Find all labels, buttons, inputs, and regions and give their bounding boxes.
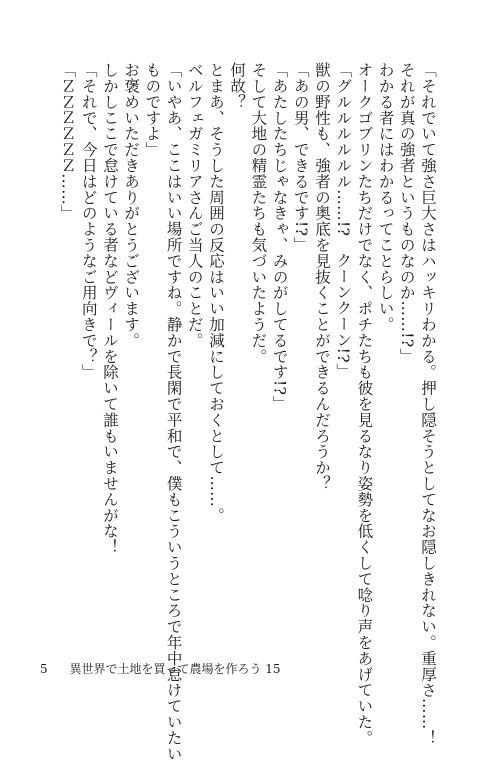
text-line: 「いやあ、ここはいい場所ですね。静かで長閑で平和で、僕もこういうところで年中怠けていたい (164, 62, 183, 762)
text-line: とまあ、そうした周囲の反応はいい加減にしておくとして……。 (206, 62, 225, 524)
text-line: 獣の野性も、強者の奥底を見抜くことができるんだろうか？ (312, 62, 331, 492)
text-line: お褒めいただきありがとうございます。 (122, 62, 141, 349)
text-line: ベルフェガミリアさんご当人のことだ。 (185, 62, 204, 349)
text-line: 何故？ (228, 62, 247, 110)
text-line: オークゴブリンたちだけでなく、ポチたちも彼を見るなり姿勢を低くして唸り声をあげていた。 (355, 62, 374, 746)
text-line: しかしここで怠けている者などヴィールを除いて誰もいませんがな！ (100, 62, 119, 555)
text-line: それが真の強者というものなのか……!?」 (397, 62, 416, 364)
text-line: わかる者にはわかるってことらしい。 (376, 62, 395, 333)
text-line: そして大地の精霊たちも気づいたようだ。 (249, 62, 268, 365)
text-line: 「ＺＺＺＺＺＺ……」 (58, 62, 77, 221)
text-line: 「あの男、できるです!?」 (291, 62, 310, 253)
text-line: 「グルルルルルル……!? クーンクーン!?」 (334, 62, 353, 379)
text-line: ものですよ」 (143, 62, 162, 158)
text-line: 「それで、今日はどのようなご用向きで？」 (79, 62, 98, 380)
page-number: 5 (40, 662, 48, 676)
text-line: 「それでいて強さ巨大さはハッキリわかる。押し隠そうとしてなお隠しきれない。重厚さ……！ (419, 62, 437, 746)
book-title: 異世界で土地を買って農場を作ろう 15 (69, 662, 281, 676)
text-line: 「あたしたちじゃなきゃ、みのがしてるです!?」 (270, 62, 289, 412)
page-footer (40, 660, 281, 677)
